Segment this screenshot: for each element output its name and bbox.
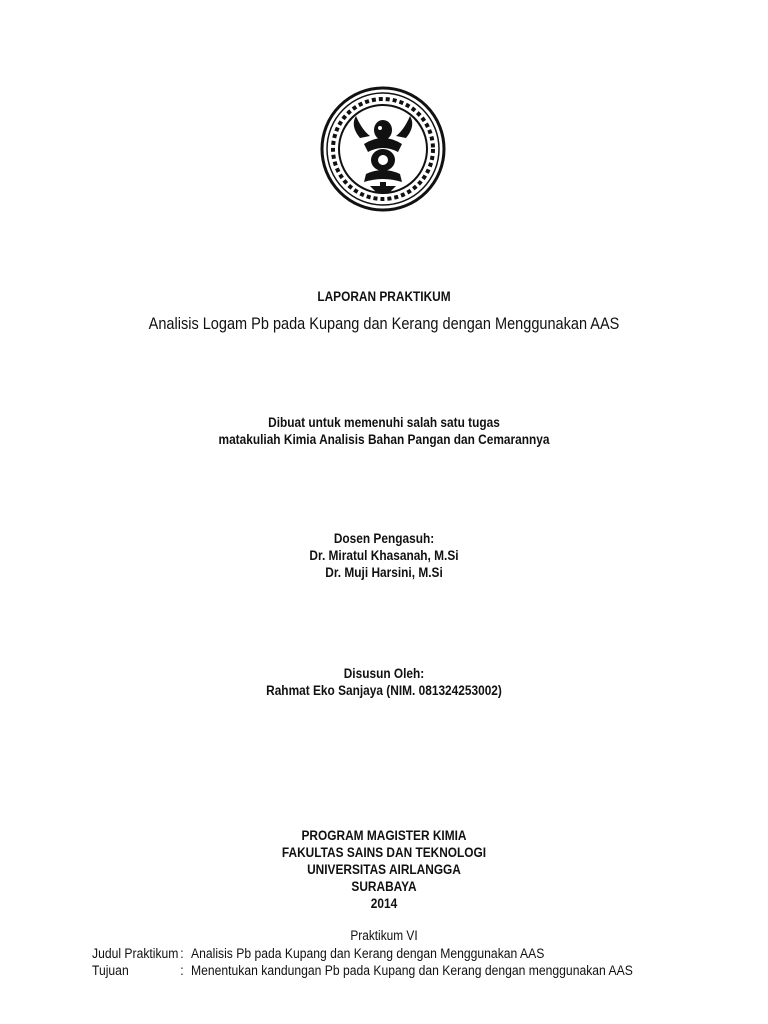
advisor-name: Dr. Miratul Khasanah, M.Si bbox=[309, 548, 459, 563]
report-title: Analisis Logam Pb pada Kupang dan Kerang dengan Menggunakan AAS bbox=[148, 315, 620, 333]
program-name: PROGRAM MAGISTER KIMIA bbox=[301, 828, 467, 843]
city-name: SURABAYA bbox=[351, 879, 417, 894]
purpose-line-2: matakuliah Kimia Analisis Bahan Pangan dan Cemarannya bbox=[218, 432, 550, 447]
meta-key: Judul Praktikum bbox=[92, 946, 179, 961]
purpose-line-1: Dibuat untuk memenuhi salah satu tugas bbox=[268, 415, 500, 430]
advisor-name: Dr. Muji Harsini, M.Si bbox=[325, 565, 443, 580]
institution-block bbox=[46, 827, 722, 912]
year: 2014 bbox=[370, 896, 398, 911]
meta-separator: : bbox=[180, 946, 184, 961]
advisors-block bbox=[46, 530, 722, 581]
meta-row-objective bbox=[92, 963, 633, 978]
advisors-heading: Dosen Pengasuh: bbox=[333, 531, 435, 546]
meta-separator: : bbox=[180, 963, 184, 978]
meta-value: Menentukan kandungan Pb pada Kupang dan Kerang dengan menggunakan AAS bbox=[191, 963, 633, 978]
author-block bbox=[46, 665, 722, 699]
report-label: LAPORAN PRAKTIKUM bbox=[317, 289, 451, 304]
meta-value: Analisis Pb pada Kupang dan Kerang dengan Menggunakan AAS bbox=[191, 946, 545, 961]
meta-row-title bbox=[92, 946, 544, 961]
meta-key: Tujuan bbox=[92, 963, 129, 978]
university-seal-logo bbox=[320, 86, 446, 212]
author-heading: Disusun Oleh: bbox=[343, 666, 425, 681]
purpose-statement bbox=[46, 414, 722, 448]
author-name: Rahmat Eko Sanjaya (NIM. 081324253002) bbox=[266, 683, 502, 698]
faculty-name: FAKULTAS SAINS DAN TEKNOLOGI bbox=[281, 845, 487, 860]
session-label: Praktikum VI bbox=[350, 928, 418, 943]
university-name: UNIVERSITAS AIRLANGGA bbox=[307, 862, 461, 877]
